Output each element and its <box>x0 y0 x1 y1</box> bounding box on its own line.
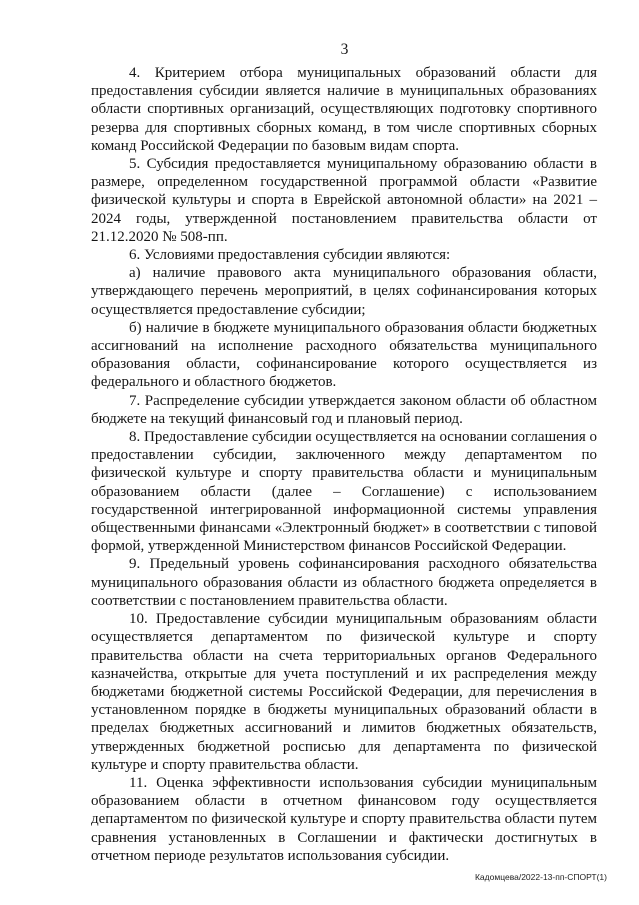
paragraph-7: 7. Распределение субсидии утверждается законом области об областном бюджете на текущий финансовый год и плановый период. <box>91 392 597 427</box>
paragraph-11: 11. Оценка эффективности использования субсидии муниципальным образованием области в отчетном финансовом году осуществляется департаментом по физической культуре и спорту правительства области путем сравнения установленных в Соглашении и фактически достигнутых в отчетном периоде результатов использования субсидии. <box>91 774 597 864</box>
footer-document-code: Кадомцева/2022-13-пп-СПОРТ(1) <box>474 872 607 882</box>
paragraph-10: 10. Предоставление субсидии муниципальным образованиям области осуществляется департаментом по физической культуре и спорту правительства области на счета территориальных органов Федерального казначейства, открытые для учета поступлений и их распределения между бюджетами бюджетной системы Российской Федерации, для перечисления в установленном порядке в бюджеты муниципальных образований области в пределах бюджетных ассигнований и лимитов бюджетных обязательств, утвержденных бюджетной росписью для департамента по физической культуре и спорту правительства области. <box>91 611 597 773</box>
page-number: 3 <box>340 41 349 58</box>
paragraph-6b: б) наличие в бюджете муниципального образования области бюджетных ассигнований на исполнение расходного обязательства муниципального образования области, софинансирование которого осуществляется из федерального и областного бюджетов. <box>91 319 597 391</box>
paragraph-9: 9. Предельный уровень софинансирования расходного обязательства муниципального образования области из областного бюджета определяется в соответствии с постановлением правительства области. <box>91 556 597 609</box>
paragraph-4: 4. Критерием отбора муниципальных образований области для предоставления субсидии является наличие в муниципальных образованиях области спортивных организаций, осуществляющих подготовку спортивного резерва для спортивных сборных команд, в том числе спортивных сборных команд Российской Федерации по базовым видам спорта. <box>91 65 597 154</box>
paragraph-6a: а) наличие правового акта муниципального образования области, утверждающего перечень мероприятий, в целях софинансирования которых осуществляется предоставление субсидии; <box>91 265 597 318</box>
paragraph-6: 6. Условиями предоставления субсидии являются: <box>129 247 451 264</box>
document-body <box>91 64 597 865</box>
paragraph-8: 8. Предоставление субсидии осуществляется на основании соглашения о предоставлении субсидии, заключенного между департаментом по физической культуре и спорту правительства области и муниципальным образованием области (далее – Соглашение) с использованием государственной интегрированной информационной системы управления общественными финансами «Электронный бюджет» в соответствии с типовой формой, утвержденной Министерством финансов Российской Федерации. <box>91 429 597 555</box>
paragraph-5: 5. Субсидия предоставляется муниципальному образованию области в размере, определенном государственной программой области «Развитие физической культуры и спорта в Еврейской автономной области» на 2021 – 2024 годы, утвержденной постановлением правительства области от 21.12.2020 № 508-пп. <box>91 156 597 245</box>
